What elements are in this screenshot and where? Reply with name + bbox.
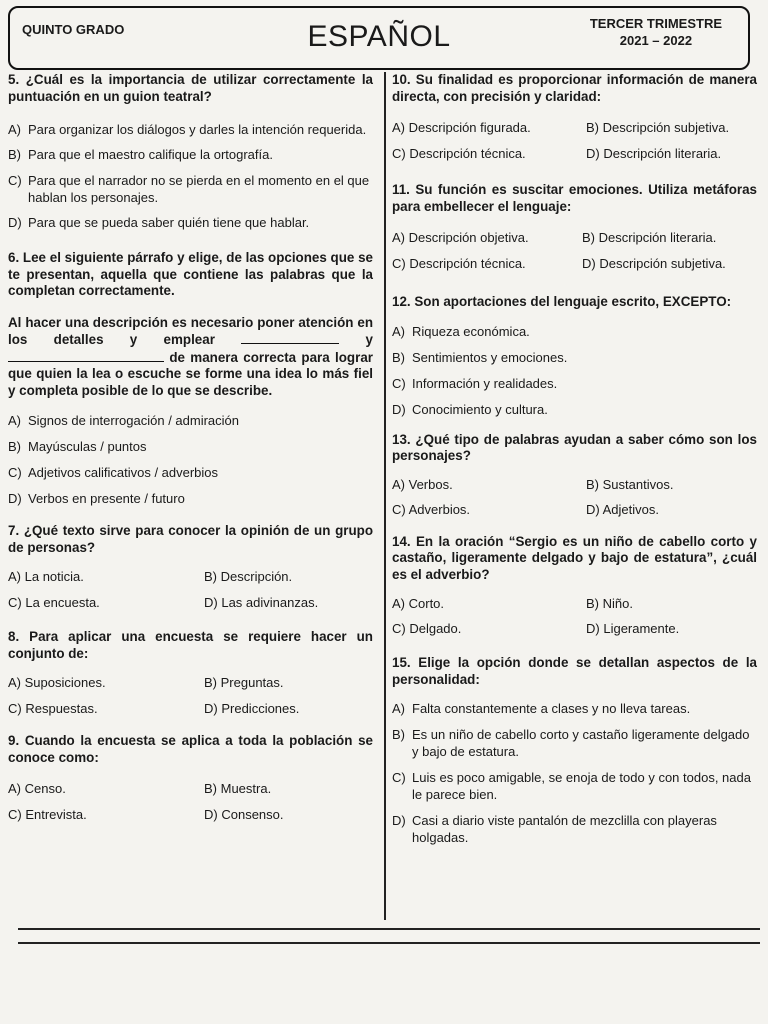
subject-title: ESPAÑOL (307, 20, 451, 53)
footer-rule-2 (18, 942, 760, 944)
option-d[interactable]: D) Casi a diario viste pantalón de mezclilla con playeras holgadas. (392, 813, 717, 845)
left-column (8, 72, 373, 823)
question-text: 11. Su función es suscitar emociones. Utiliza metáforas para embellecer el lenguaje: (392, 182, 757, 214)
option-b[interactable]: B) Descripción literaria. (582, 230, 717, 245)
option-a[interactable]: A) Riqueza económica. (392, 323, 530, 339)
option-c[interactable]: C) Adverbios. (392, 501, 471, 517)
option-a[interactable]: A) Signos de interrogación / admiración (8, 413, 240, 428)
question-text: 14. En la oración “Sergio es un niño de cabello corto y castaño, ligeramente delgado y bajo de estatura”, ¿cuál es el adverbio? (392, 533, 757, 582)
footer-rule-1 (18, 928, 760, 930)
option-b[interactable]: B) Sustantivos. (586, 476, 674, 492)
option-b[interactable]: B) Descripción. (204, 569, 293, 584)
option-b[interactable]: B) Sentimientos y emociones. (392, 349, 568, 365)
question-11 (392, 182, 757, 272)
option-d[interactable]: D) Verbos en presente / futuro (8, 491, 185, 506)
option-c[interactable]: C) Delgado. (392, 621, 462, 636)
option-d[interactable]: D) Consenso. (204, 807, 284, 822)
school-year: 2021 – 2022 (619, 33, 693, 48)
option-d[interactable]: D) Adjetivos. (586, 501, 659, 517)
question-text: 5. ¿Cuál es la importancia de utilizar correctamente la puntuación en un guion teatral? (8, 72, 373, 104)
option-c[interactable]: C) Respuestas. (8, 701, 98, 716)
option-b[interactable]: B) Descripción subjetiva. (586, 120, 730, 135)
option-d[interactable]: D) Las adivinanzas. (204, 595, 319, 610)
option-c[interactable]: C) La encuesta. (8, 595, 100, 610)
option-b[interactable]: B) Preguntas. (204, 675, 284, 690)
question-text: 7. ¿Qué texto sirve para conocer la opinión de un grupo de personas? (8, 523, 373, 555)
option-c[interactable]: C) Para que el narrador no se pierda en el momento en el que hablan los personajes. (8, 173, 370, 205)
question-text: 8. Para aplicar una encuesta se requiere hacer un conjunto de: (8, 629, 373, 661)
question-13 (392, 432, 757, 518)
option-a[interactable]: A) Para organizar los diálogos y darles la intención requerida. (8, 122, 367, 137)
question-5 (8, 72, 373, 231)
option-b[interactable]: B) Es un niño de cabello corto y castaño ligeramente delgado y bajo de estatura. (392, 727, 750, 759)
option-a[interactable]: A) Descripción figurada. (392, 120, 531, 135)
option-b[interactable]: B) Para que el maestro califique la ortografía. (8, 147, 273, 162)
column-divider (384, 72, 386, 920)
passage-text: Al hacer una descripción es necesario poner atención en los detalles y emplear y de manera correcta para lograr que quien la lea o escuche se forme una idea lo más fiel y completa posible de lo que se describe. (8, 314, 373, 398)
option-a[interactable]: A) Falta constantemente a clases y no lleva tareas. (392, 701, 691, 716)
exam-header (8, 6, 750, 70)
option-d[interactable]: D) Predicciones. (204, 701, 300, 716)
option-b[interactable]: B) Niño. (586, 596, 633, 611)
option-c[interactable]: C) Descripción técnica. (392, 256, 526, 271)
question-text: 12. Son aportaciones del lenguaje escrito, EXCEPTO: (392, 294, 732, 309)
option-a[interactable]: A) Censo. (8, 781, 66, 796)
option-b[interactable]: B) Mayúsculas / puntos (8, 439, 147, 454)
option-a[interactable]: A) Verbos. (392, 476, 453, 492)
option-d[interactable]: D) Descripción literaria. (586, 146, 722, 161)
question-15 (392, 655, 757, 846)
option-a[interactable]: A) Suposiciones. (8, 675, 106, 690)
option-c[interactable]: C) Entrevista. (8, 807, 87, 822)
option-c[interactable]: C) Luis es poco amigable, se enoja de todo y con todos, nada le parece bien. (392, 770, 751, 802)
question-10 (392, 72, 757, 162)
option-a[interactable]: A) Descripción objetiva. (392, 230, 529, 245)
question-12 (392, 294, 757, 418)
option-c[interactable]: C) Información y realidades. (392, 375, 558, 391)
blank-2 (8, 349, 164, 362)
question-text: 6. Lee el siguiente párrafo y elige, de las opciones que se te presentan, aquella que contiene las palabras que la completan correctamente. (8, 250, 373, 298)
option-d[interactable]: D) Ligeramente. (586, 621, 680, 636)
option-d[interactable]: D) Para que se pueda saber quién tiene que hablar. (8, 215, 310, 230)
question-7 (8, 523, 373, 611)
option-b[interactable]: B) Muestra. (204, 781, 272, 796)
option-d[interactable]: D) Conocimiento y cultura. (392, 401, 548, 417)
option-a[interactable]: A) Corto. (392, 596, 445, 611)
question-6 (8, 250, 373, 507)
question-text: 13. ¿Qué tipo de palabras ayudan a saber cómo son los personajes? (392, 431, 757, 463)
option-d[interactable]: D) Descripción subjetiva. (582, 256, 726, 271)
question-8 (8, 629, 373, 717)
question-text: 9. Cuando la encuesta se aplica a toda la población se conoce como: (8, 733, 373, 765)
blank-1 (241, 331, 339, 344)
question-text: 15. Elige la opción donde se detallan aspectos de la personalidad: (392, 655, 757, 687)
right-column (392, 72, 757, 846)
term-label: TERCER TRIMESTRE (589, 16, 722, 31)
option-c[interactable]: C) Descripción técnica. (392, 146, 526, 161)
question-9 (8, 733, 373, 823)
option-a[interactable]: A) La noticia. (8, 569, 84, 584)
grade-label: QUINTO GRADO (22, 22, 125, 37)
term-info (590, 15, 722, 49)
option-c[interactable]: C) Adjetivos calificativos / adverbios (8, 465, 219, 480)
question-text: 10. Su finalidad es proporcionar información de manera directa, con precisión y claridad: (392, 72, 757, 104)
question-14 (392, 534, 757, 638)
